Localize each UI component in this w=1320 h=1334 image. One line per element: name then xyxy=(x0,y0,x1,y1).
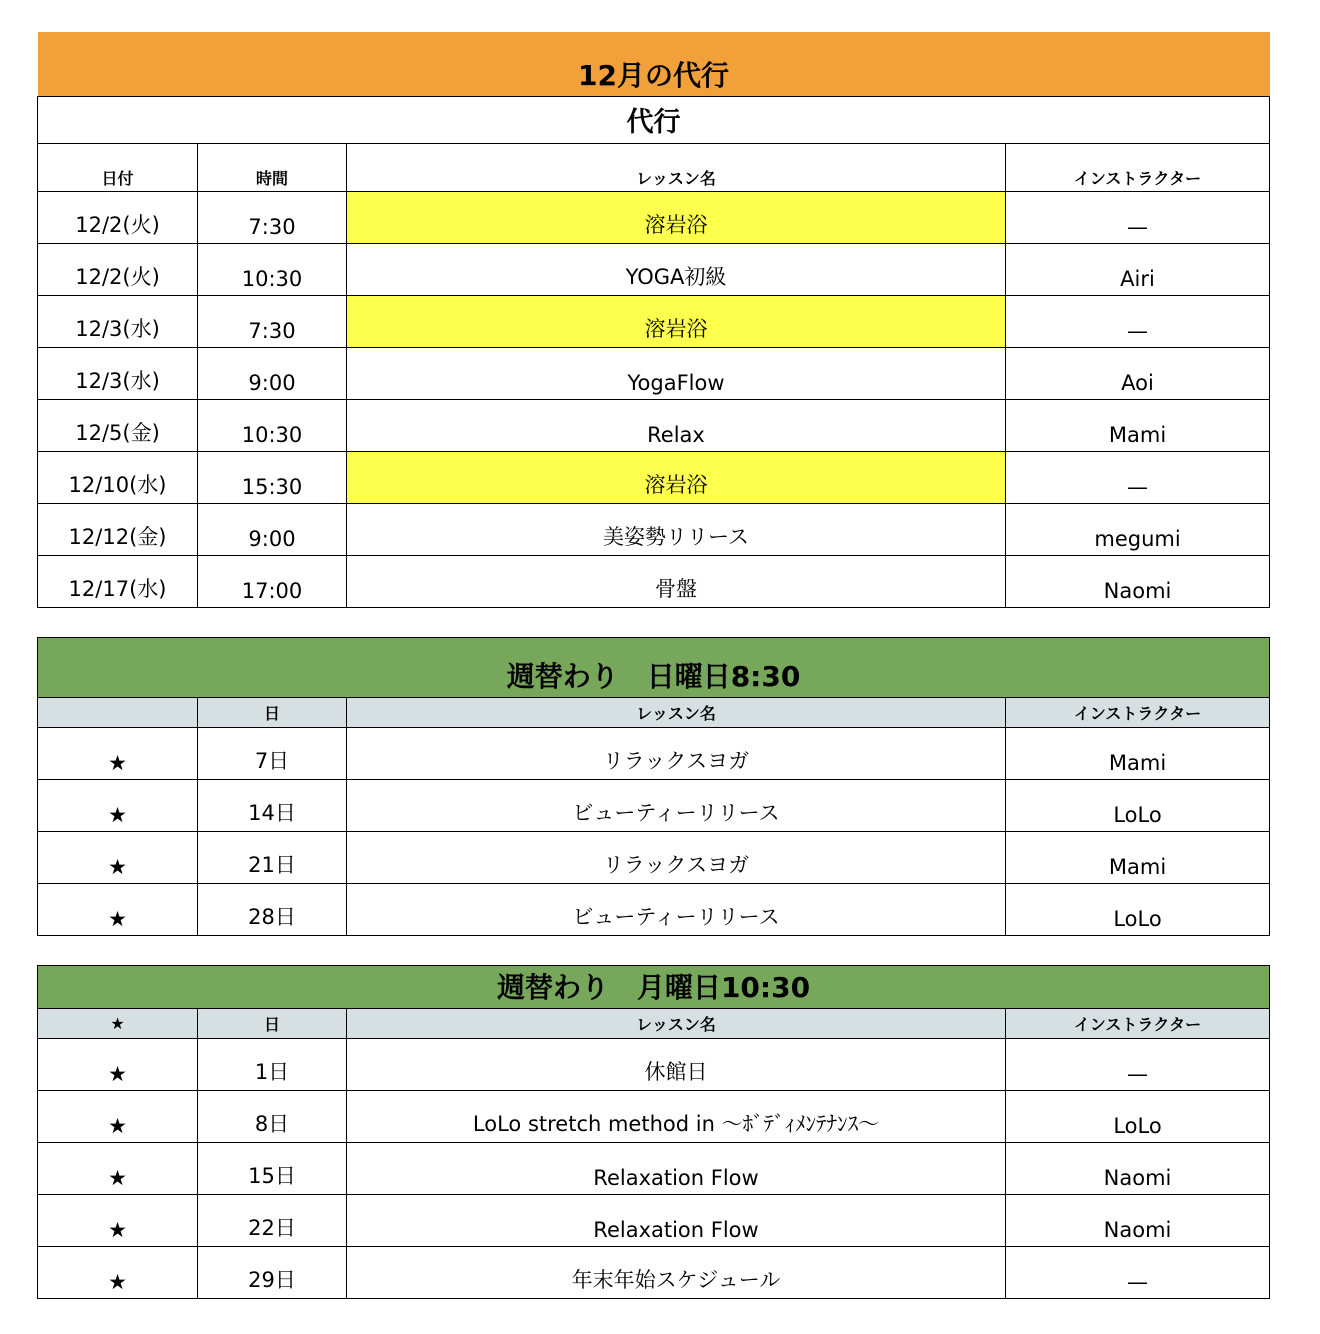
lesson-cell: YOGA初級 xyxy=(347,243,1006,295)
time-cell: 17:00 xyxy=(198,555,347,607)
date-cell: 12/2(火) xyxy=(38,191,198,243)
date-cell: 12/2(火) xyxy=(38,243,198,295)
header-mark xyxy=(38,698,198,728)
table-row xyxy=(38,728,1270,780)
star-icon: ★ xyxy=(38,1039,198,1091)
day-cell: 15日 xyxy=(198,1143,347,1195)
lesson-cell: 溶岩浴 xyxy=(347,191,1006,243)
star-icon: ★ xyxy=(38,1091,198,1143)
table-row xyxy=(38,399,1270,451)
time-cell: 9:00 xyxy=(198,347,347,399)
header-time: 時間 xyxy=(198,143,347,191)
day-cell: 28日 xyxy=(198,884,347,936)
lesson-cell: 美姿勢リリース xyxy=(347,503,1006,555)
table-row xyxy=(38,503,1270,555)
star-icon: ★ xyxy=(38,832,198,884)
header-lesson: レッスン名 xyxy=(347,143,1006,191)
lesson-cell: ビューティーリリース xyxy=(347,884,1006,936)
instructor-cell: Mami xyxy=(1006,832,1270,884)
instructor-cell: Naomi xyxy=(1006,555,1270,607)
table-row xyxy=(38,884,1270,936)
header-lesson: レッスン名 xyxy=(347,1009,1006,1039)
table-row xyxy=(38,295,1270,347)
time-cell: 10:30 xyxy=(198,399,347,451)
lesson-cell: ビューティーリリース xyxy=(347,780,1006,832)
table-row xyxy=(38,1091,1270,1143)
header-lesson: レッスン名 xyxy=(347,698,1006,728)
lesson-cell: Relaxation Flow xyxy=(347,1195,1006,1247)
table-row xyxy=(38,347,1270,399)
day-cell: 22日 xyxy=(198,1195,347,1247)
date-cell: 12/10(水) xyxy=(38,451,198,503)
instructor-cell: LoLo xyxy=(1006,884,1270,936)
instructor-cell: — xyxy=(1006,295,1270,347)
lesson-cell: 骨盤 xyxy=(347,555,1006,607)
star-icon: ★ xyxy=(38,728,198,780)
time-cell: 9:00 xyxy=(198,503,347,555)
date-cell: 12/3(水) xyxy=(38,347,198,399)
section1-title: 12月の代行 xyxy=(38,32,1270,96)
table-row xyxy=(38,555,1270,607)
lesson-cell: YogaFlow xyxy=(347,347,1006,399)
header-instructor: インストラクター xyxy=(1006,1009,1270,1039)
star-icon: ★ xyxy=(38,780,198,832)
lesson-cell: 溶岩浴 xyxy=(347,295,1006,347)
date-cell: 12/5(金) xyxy=(38,399,198,451)
sunday-weekly-table xyxy=(37,637,1270,936)
day-cell: 8日 xyxy=(198,1091,347,1143)
instructor-cell: LoLo xyxy=(1006,780,1270,832)
day-cell: 7日 xyxy=(198,728,347,780)
instructor-cell: — xyxy=(1006,1247,1270,1299)
monday-weekly-table xyxy=(37,965,1270,1299)
time-cell: 7:30 xyxy=(198,295,347,347)
table-row xyxy=(38,780,1270,832)
header-mark: ★ xyxy=(38,1009,198,1039)
header-date: 日付 xyxy=(38,143,198,191)
table-row xyxy=(38,1195,1270,1247)
instructor-cell: — xyxy=(1006,191,1270,243)
star-icon: ★ xyxy=(38,884,198,936)
section1-subtitle: 代行 xyxy=(38,96,1270,143)
instructor-cell: — xyxy=(1006,1039,1270,1091)
date-cell: 12/17(水) xyxy=(38,555,198,607)
instructor-cell: — xyxy=(1006,451,1270,503)
instructor-cell: Mami xyxy=(1006,399,1270,451)
time-cell: 15:30 xyxy=(198,451,347,503)
star-icon: ★ xyxy=(38,1195,198,1247)
day-cell: 21日 xyxy=(198,832,347,884)
table-row xyxy=(38,191,1270,243)
table-row xyxy=(38,243,1270,295)
table-row xyxy=(38,832,1270,884)
lesson-cell: 年末年始スケジュール xyxy=(347,1247,1006,1299)
date-cell: 12/12(金) xyxy=(38,503,198,555)
header-day: 日 xyxy=(198,1009,347,1039)
table-row xyxy=(38,1039,1270,1091)
lesson-cell: 休館日 xyxy=(347,1039,1006,1091)
substitute-schedule-table xyxy=(37,32,1270,608)
header-day: 日 xyxy=(198,698,347,728)
star-icon: ★ xyxy=(38,1143,198,1195)
time-cell: 10:30 xyxy=(198,243,347,295)
instructor-cell: Naomi xyxy=(1006,1195,1270,1247)
lesson-cell: Relaxation Flow xyxy=(347,1143,1006,1195)
table-row xyxy=(38,1143,1270,1195)
lesson-cell: LoLo stretch method in 〜ﾎﾞﾃﾞｨﾒﾝﾃﾅﾝｽ〜 xyxy=(347,1091,1006,1143)
day-cell: 1日 xyxy=(198,1039,347,1091)
lesson-cell: リラックスヨガ xyxy=(347,832,1006,884)
day-cell: 29日 xyxy=(198,1247,347,1299)
table-row xyxy=(38,1247,1270,1299)
instructor-cell: megumi xyxy=(1006,503,1270,555)
instructor-cell: Aoi xyxy=(1006,347,1270,399)
header-instructor: インストラクター xyxy=(1006,143,1270,191)
lesson-cell: リラックスヨガ xyxy=(347,728,1006,780)
section3-title: 週替わり 月曜日10:30 xyxy=(38,966,1270,1009)
star-icon: ★ xyxy=(38,1247,198,1299)
instructor-cell: Mami xyxy=(1006,728,1270,780)
day-cell: 14日 xyxy=(198,780,347,832)
time-cell: 7:30 xyxy=(198,191,347,243)
header-instructor: インストラクター xyxy=(1006,698,1270,728)
table-row xyxy=(38,451,1270,503)
instructor-cell: Airi xyxy=(1006,243,1270,295)
lesson-cell: Relax xyxy=(347,399,1006,451)
instructor-cell: Naomi xyxy=(1006,1143,1270,1195)
section2-title: 週替わり 日曜日8:30 xyxy=(38,638,1270,698)
instructor-cell: LoLo xyxy=(1006,1091,1270,1143)
date-cell: 12/3(水) xyxy=(38,295,198,347)
lesson-cell: 溶岩浴 xyxy=(347,451,1006,503)
